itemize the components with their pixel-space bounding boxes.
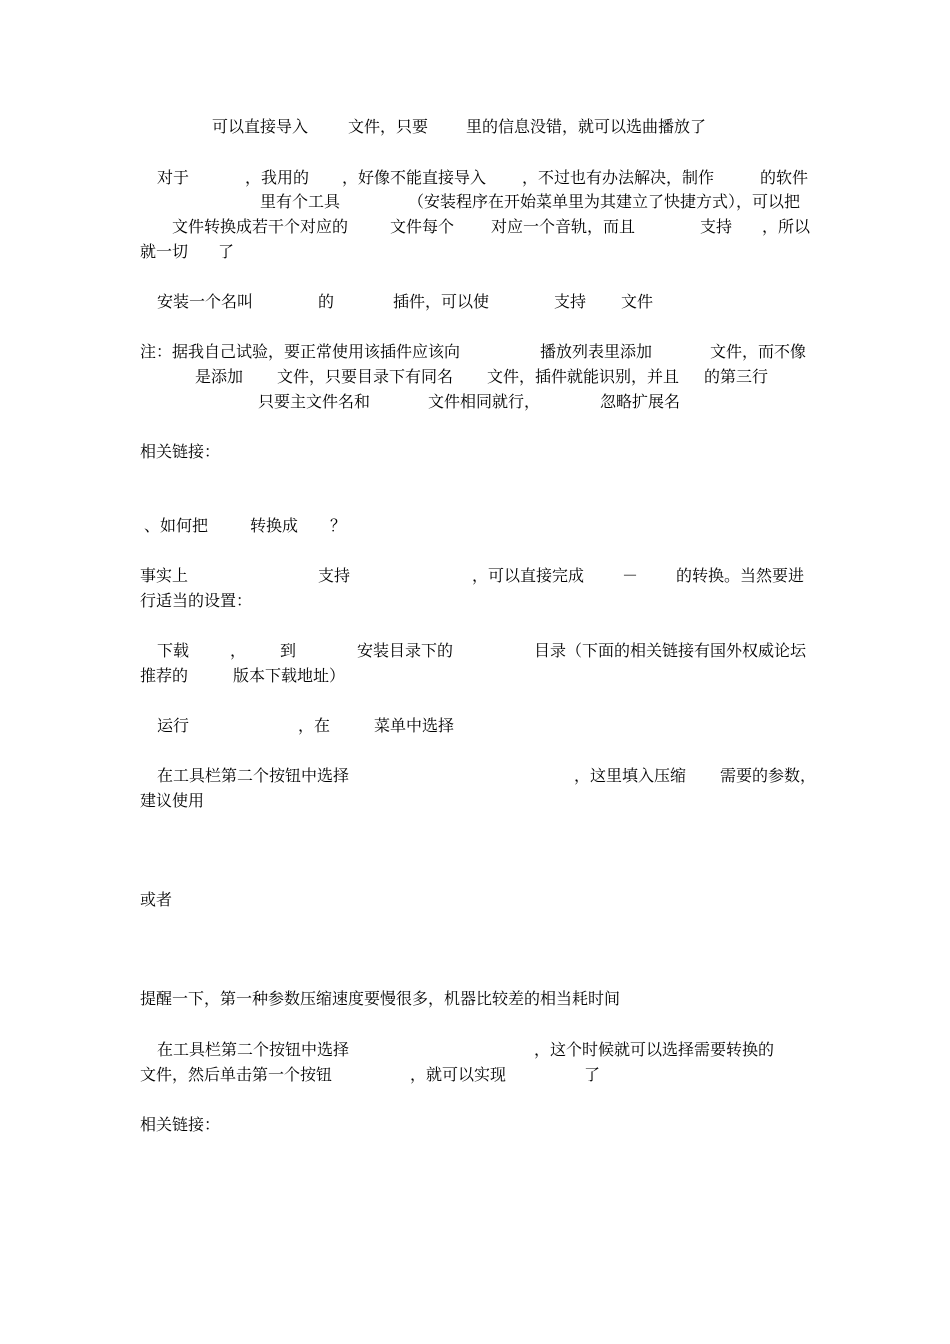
text-segment: 对于 (157, 168, 190, 187)
text-segment: 对应一个音轨，而且 (491, 217, 636, 236)
text-segment: ，在 (298, 716, 331, 735)
text-segment: ，可以直接完成 (472, 566, 585, 585)
text-segment: ？ (330, 516, 347, 535)
text-segment: 文件每个 (390, 217, 455, 236)
text-segment: ，就可以实现 (410, 1065, 507, 1084)
text-segment: 的 (318, 292, 335, 311)
text-segment: 需要的参数， (720, 766, 817, 785)
text-segment: 在工具栏第二个按钮中选择 (157, 766, 350, 785)
related-links-label: 相关链接： (140, 442, 221, 461)
text-segment: 支持 (554, 292, 587, 311)
text-segment: 支持 (700, 217, 733, 236)
text-segment: 运行 (157, 716, 190, 735)
text-segment: ，好像不能直接导入 (342, 168, 487, 187)
text-segment: ， (230, 641, 247, 660)
related-links-label: 相关链接： (140, 1115, 221, 1134)
text-segment: 是添加 (195, 367, 244, 386)
text-segment: 文件，只要目录下有同名 (277, 367, 454, 386)
text-segment: 菜单中选择 (374, 716, 455, 735)
text-segment: ，所以 (762, 217, 811, 236)
text-segment: 只要主文件名和 (258, 392, 371, 411)
text-segment: 文件，插件就能识别，并且 (487, 367, 680, 386)
text-segment: 的转换。当然要进 (676, 566, 805, 585)
text-segment: ，这里填入压缩 (574, 766, 687, 785)
text-segment: 在工具栏第二个按钮中选择 (157, 1040, 350, 1059)
text-segment: ，这个时候就可以选择需要转换的 (534, 1040, 775, 1059)
text-segment: 推荐的 (140, 666, 189, 685)
text-segment: 建议使用 (140, 791, 205, 810)
text-segment: 的第三行 (704, 367, 769, 386)
text-segment: 的软件 (760, 168, 809, 187)
section-heading: 、如何把 (144, 516, 209, 535)
text-segment: 文件转换成若干个对应的 (172, 217, 349, 236)
text-segment: 安装目录下的 (357, 641, 454, 660)
text-segment: 里的信息没错，就可以选曲播放了 (466, 117, 707, 136)
text-segment: 事实上 (140, 566, 189, 585)
text-segment: （安装程序在开始菜单里为其建立了快捷方式），可以把 (408, 192, 801, 211)
text-segment: 文件，而不像 (710, 342, 807, 361)
text-segment: 版本下载地址） (233, 666, 346, 685)
text-segment: 里有个工具 (260, 192, 341, 211)
text-segment: 播放列表里添加 (540, 342, 653, 361)
text-segment: 文件，只要 (348, 117, 429, 136)
text-segment: 支持 (318, 566, 351, 585)
text-segment: 到 (280, 641, 297, 660)
text-segment: 文件，然后单击第一个按钮 (140, 1065, 333, 1084)
text-segment: 就一切 (140, 242, 189, 261)
text-segment: 目录（下面的相关链接有国外权威论坛 (534, 641, 807, 660)
text-segment: 注：据我自己试验，要正常使用该插件应该向 (140, 342, 461, 361)
text-segment: 可以直接导入 (212, 117, 309, 136)
text-segment: 插件，可以使 (393, 292, 490, 311)
text-segment: 安装一个名叫 (157, 292, 254, 311)
text-segment: 文件 (621, 292, 654, 311)
text-segment: 下载 (157, 641, 190, 660)
text-segment: ，不过也有办法解决，制作 (522, 168, 715, 187)
text-segment: 了 (218, 242, 235, 261)
text-segment: － (622, 566, 639, 585)
text-segment: 或者 (140, 890, 173, 909)
text-segment: 了 (584, 1065, 601, 1084)
text-segment: 提醒一下，第一种参数压缩速度要慢很多，机器比较差的相当耗时间 (140, 989, 621, 1008)
text-segment: ，我用的 (245, 168, 310, 187)
text-segment: 文件相同就行， (428, 392, 541, 411)
text-segment: 忽略扩展名 (600, 392, 681, 411)
text-segment: 转换成 (250, 516, 299, 535)
text-segment: 行适当的设置： (140, 591, 253, 610)
